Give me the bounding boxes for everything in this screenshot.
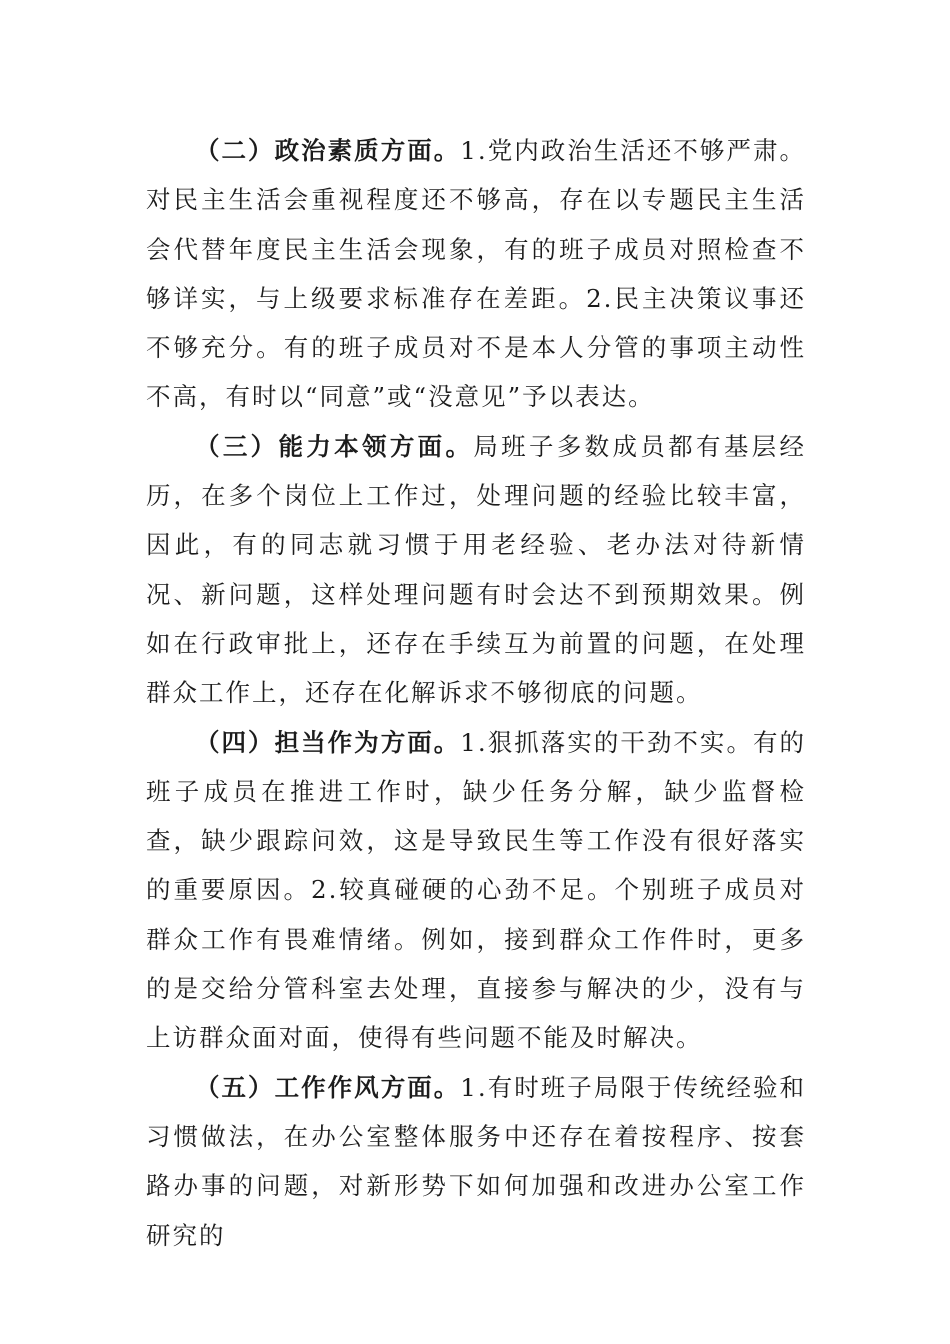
- document-body: [146, 126, 806, 1260]
- section-heading: （五）工作作风方面。: [195, 1072, 461, 1102]
- section-heading: （二）政治素质方面。: [195, 136, 461, 165]
- paragraph-ability: [146, 422, 806, 718]
- paragraph-text: 1.党内政治生活还不够严肃。对民主生活会重视程度还不够高，存在以专题民主生活会代替年度民主生活会现象，有的班子成员对照检查不够详实，与上级要求标准存在差距。2.民主决策议事还不够充分。有的班子成员对不是本人分管的事项主动性不高，有时以“同意”或“没意见”予以表达。: [146, 136, 807, 412]
- paragraph-work-style: [146, 1063, 806, 1260]
- section-heading: （三）能力本领方面。: [195, 431, 474, 461]
- paragraph-responsibility: [146, 718, 806, 1063]
- paragraph-text: 1.狠抓落实的干劲不实。有的班子成员在推进工作时，缺少任务分解，缺少监督检查，缺少跟踪问效，这是导致民生等工作没有很好落实的重要原因。2.较真碰硬的心劲不足。个别班子成员对群众工作有畏难情绪。例如，接到群众工作件时，更多的是交给分管科室去处理，直接参与解决的少，没有与上访群众面对面，使得有些问题不能及时解决。: [146, 727, 807, 1053]
- paragraph-text: 1.有时班子局限于传统经验和习惯做法，在办公室整体服务中还存在着按程序、按套路办事的问题，对新形势下如何加强和改进办公室工作研究的: [146, 1072, 807, 1250]
- section-heading: （四）担当作为方面。: [195, 727, 461, 757]
- paragraph-text: 局班子多数成员都有基层经历，在多个岗位上工作过，处理问题的经验比较丰富，因此，有的同志就习惯于用老经验、老办法对待新情况、新问题，这样处理问题有时会达不到预期效果。例如在行政审批上，还存在手续互为前置的问题，在处理群众工作上，还存在化解诉求不够彻底的问题。: [146, 431, 807, 708]
- paragraph-political-quality: [146, 126, 806, 422]
